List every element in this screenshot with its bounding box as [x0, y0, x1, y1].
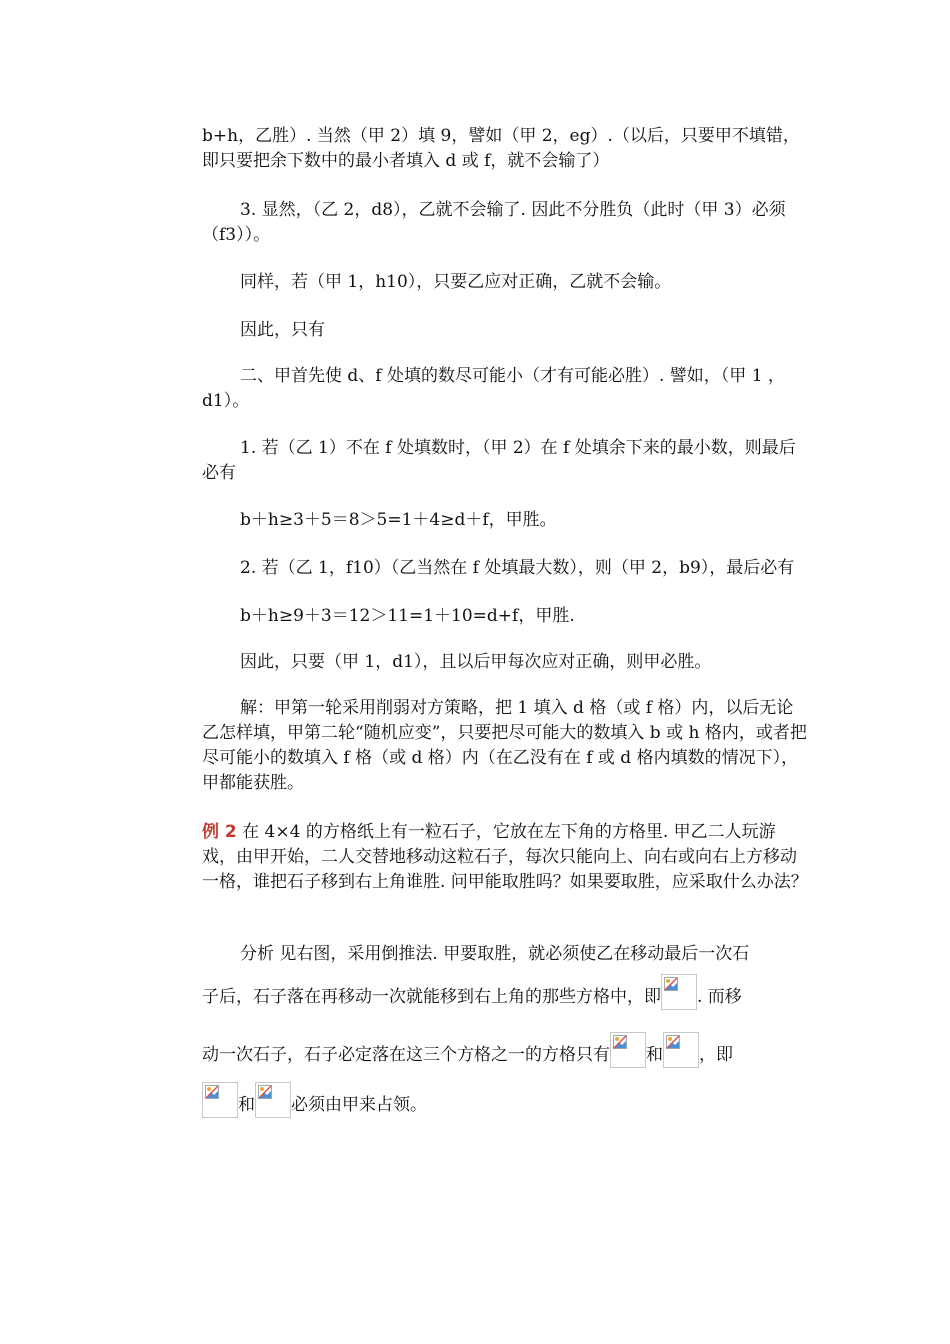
paragraph-10: 因此，只要（甲 1，d1），且以后甲每次应对正确，则甲必胜。 [240, 652, 712, 672]
example-label: 例 2 [202, 822, 237, 842]
paragraph-2: 3. 显然，（乙 2，d8），乙就不会输了. 因此不分胜负（此时（甲 3）必须（f3））。 [202, 200, 786, 245]
analysis-text-2b: . 而移 [697, 987, 742, 1007]
example-2-paragraph [202, 820, 808, 895]
paragraph-9: b＋h≥9＋3＝12＞11=1＋10=d+f，甲胜. [240, 606, 575, 626]
paragraph-1: b+h，乙胜）. 当然（甲 2）填 9，譬如（甲 2，eg）.（以后，只要甲不填错，即只要把余下数中的最小者填入 d 或 f，就不会输了） [202, 126, 800, 171]
paragraph-8: 2. 若（乙 1，f10）（乙当然在 f 处填最大数），则（甲 2，b9），最后必有 [240, 558, 795, 578]
analysis-text-3b: 和 [646, 1045, 663, 1065]
analysis-text-2a: 子后，石子落在再移动一次就能移到右上角的那些方格中，即 [202, 987, 661, 1007]
analysis-text-3c: ，即 [699, 1045, 733, 1065]
analysis-line-2 [202, 974, 742, 1010]
paragraph-6: 1. 若（乙 1）不在 f 处填数时，（甲 2）在 f 处填余下来的最小数，则最后必有 [202, 438, 796, 483]
analysis-line-1: 分析 见右图，采用倒推法. 甲要取胜，就必须使乙在移动最后一次石 [240, 944, 750, 964]
paragraph-5: 二、甲首先使 d、f 处填的数尽可能小（才有可能必胜）. 譬如，（甲 1 ，d1）。 [202, 366, 785, 411]
broken-image-icon [202, 1082, 238, 1118]
broken-image-icon [663, 1032, 699, 1068]
broken-image-icon [255, 1082, 291, 1118]
analysis-text-4a: 和 [238, 1095, 255, 1115]
example-text: 在 4×4 的方格纸上有一粒石子，它放在左下角的方格里. 甲乙二人玩游戏，由甲开始，二人交替地移动这粒石子，每次只能向上、向右或向右上方移动一格，谁把石子移到右上角谁胜. 问甲能取胜吗？如果要取胜，应采取什么办法？ [202, 822, 808, 892]
paragraph-7: b＋h≥3＋5＝8＞5=1＋4≥d＋f，甲胜。 [240, 510, 557, 530]
broken-image-icon [661, 974, 697, 1010]
analysis-line-3 [202, 1032, 733, 1068]
broken-image-icon [610, 1032, 646, 1068]
paragraph-4: 因此，只有 [240, 320, 325, 340]
paragraph-3: 同样，若（甲 1，h10），只要乙应对正确，乙就不会输。 [240, 272, 672, 292]
analysis-text-4b: 必须由甲来占领。 [291, 1095, 427, 1115]
analysis-text-3a: 动一次石子，石子必定落在这三个方格之一的方格只有 [202, 1045, 610, 1065]
paragraph-11: 解：甲第一轮采用削弱对方策略，把 1 填入 d 格（或 f 格）内，以后无论乙怎样填，甲第二轮“随机应变”，只要把尽可能大的数填入 b 或 h 格内，或者把尽可能小的数填入 f 格（或 d 格）内（在乙没有在 f 或 d 格内填数的情况下），甲都能获胜。 [202, 698, 807, 793]
analysis-line-4 [202, 1082, 427, 1118]
